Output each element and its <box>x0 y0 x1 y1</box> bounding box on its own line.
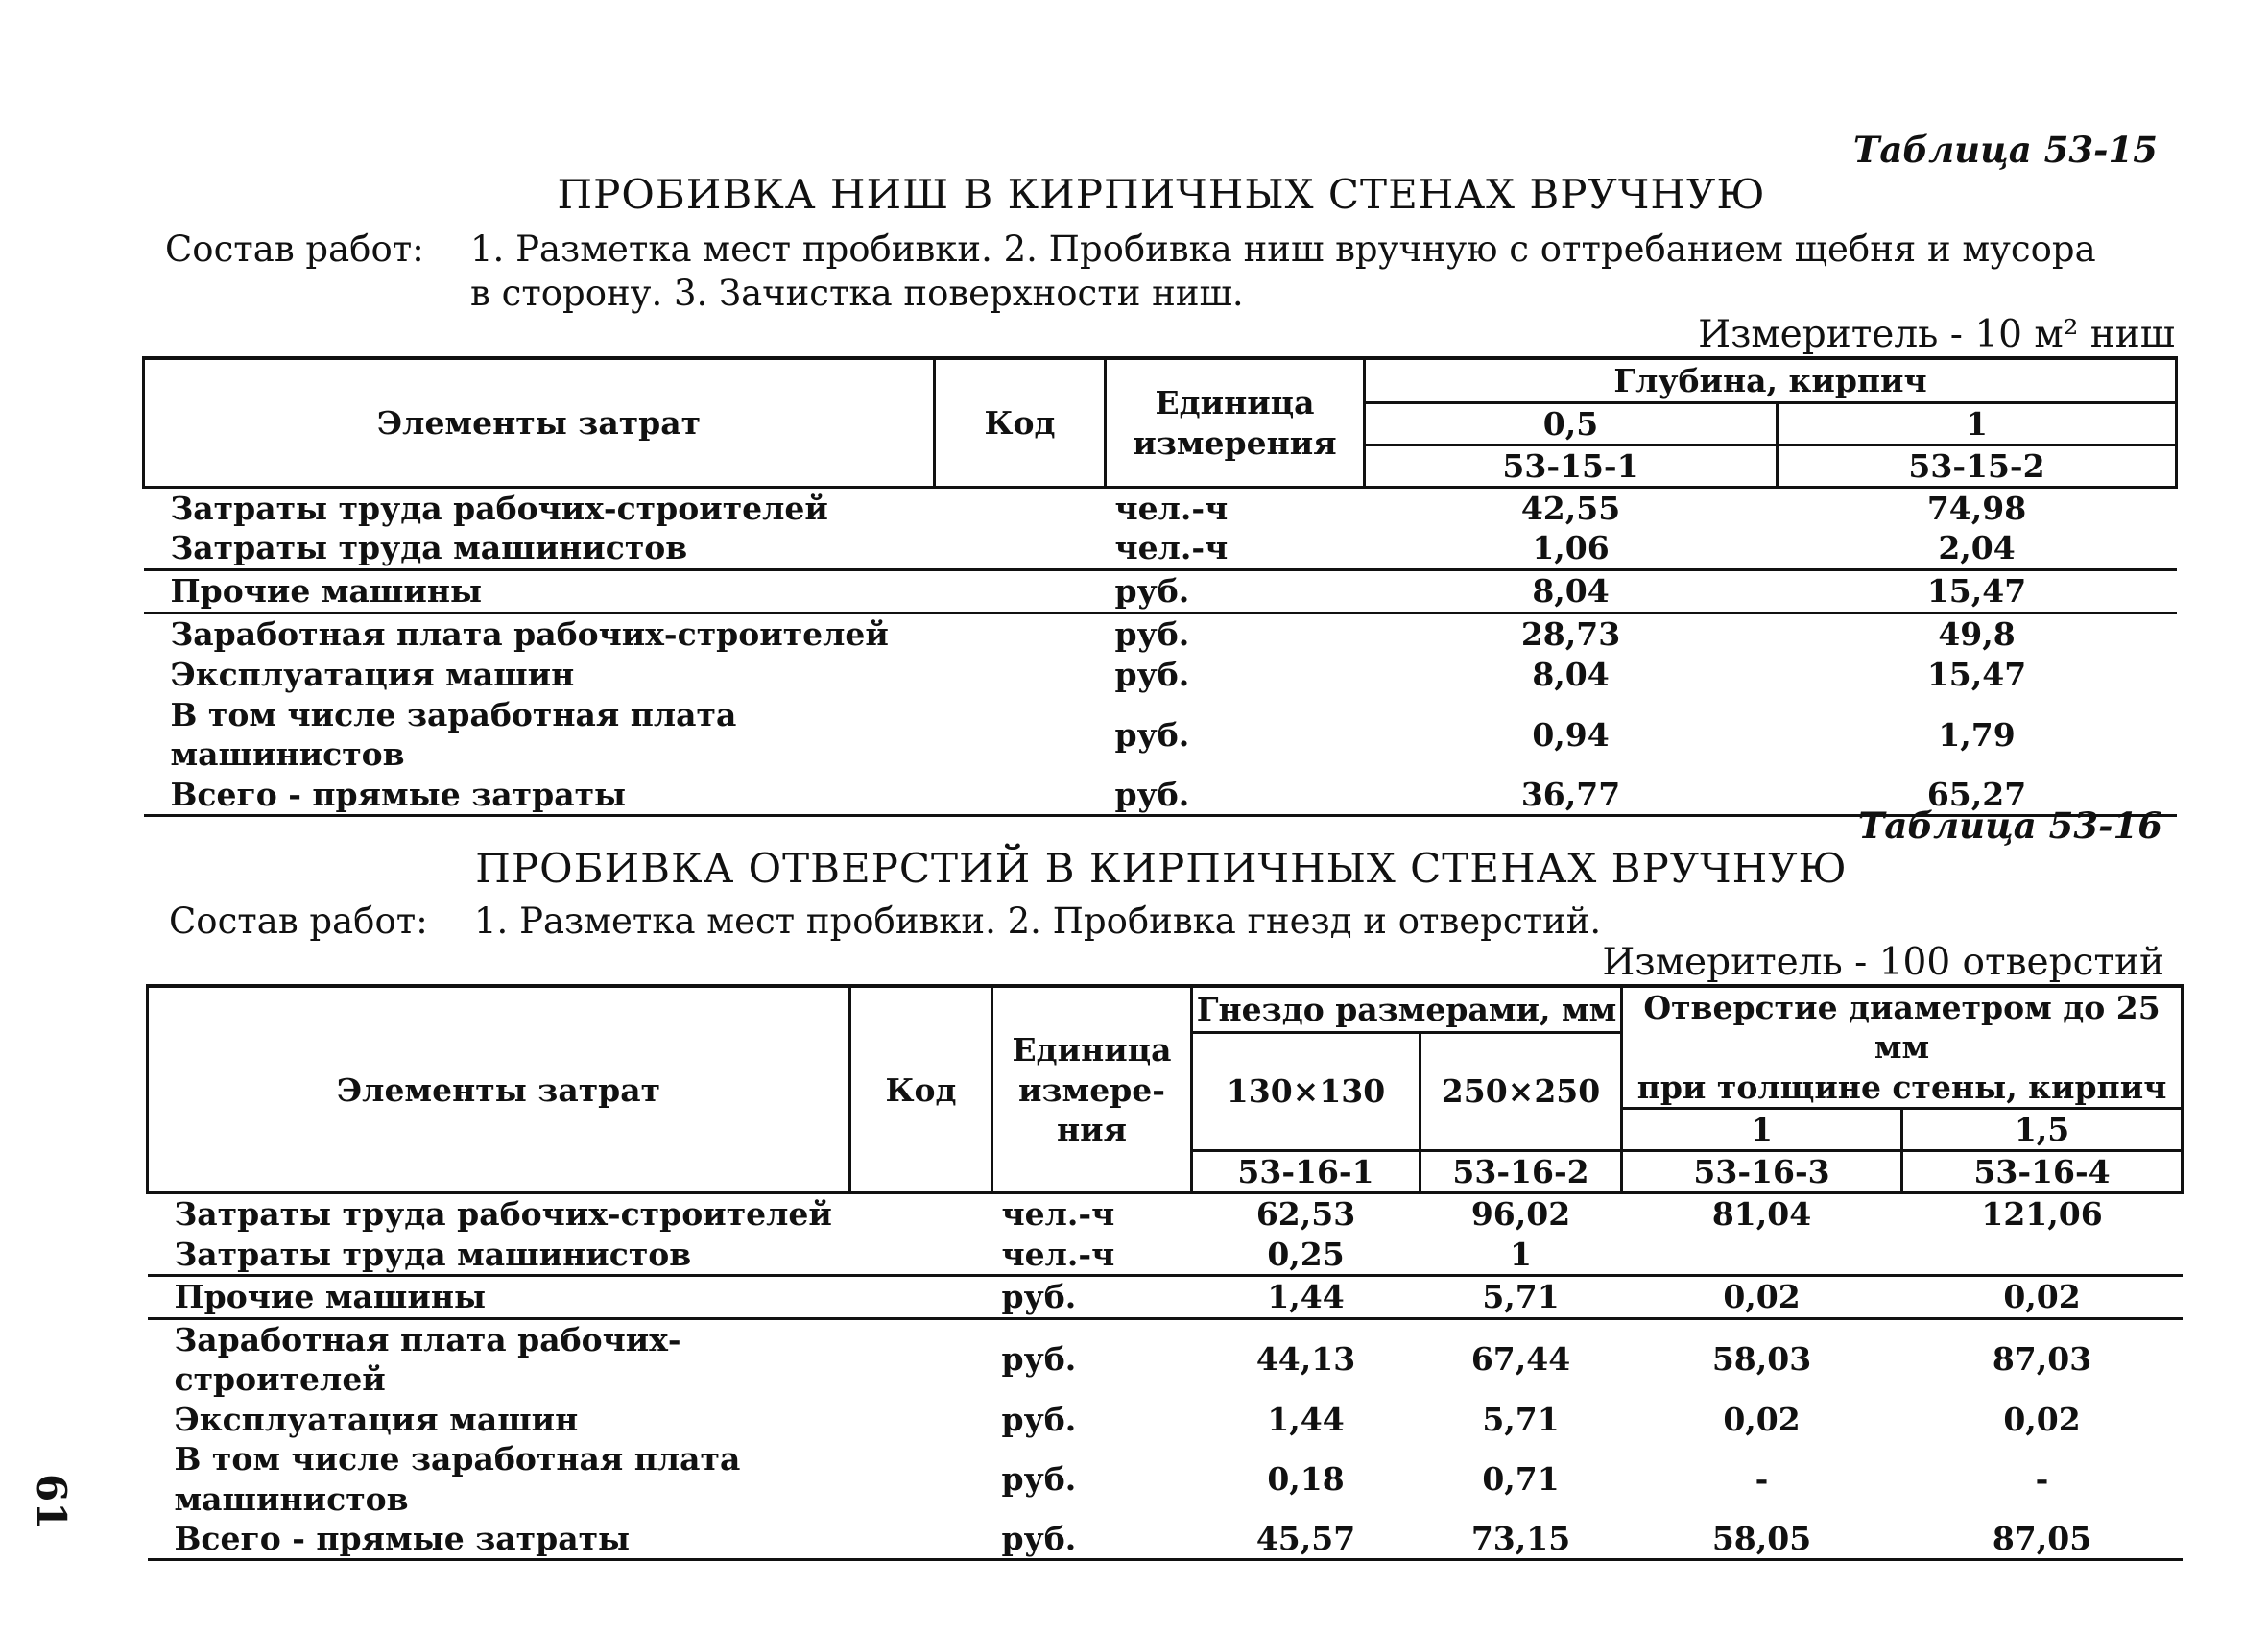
header-col-130x130: 130×130 <box>1192 1032 1420 1151</box>
header-col-0-5: 0,5 <box>1365 402 1778 445</box>
table-row: Затраты труда машинистов чел.-ч 0,25 1 <box>174 1235 1532 1273</box>
header-measure: Единица измере- ния <box>992 986 1192 1193</box>
composition-label: Состав работ: <box>169 901 428 942</box>
unit-of-measure: Измеритель - 10 м² ниш <box>1698 313 2175 356</box>
header-elements: Элементы затрат <box>148 986 850 1193</box>
composition-text-line2: в сторону. 3. Зачистка поверхности ниш. <box>470 273 1244 314</box>
unit-of-measure: Измеритель - 100 отверстий <box>1602 941 2164 984</box>
page-number: 61 <box>28 1474 75 1530</box>
composition-text-line1: 1. Разметка мест пробивки. 2. Пробивка ниш вручную с оттребанием щебня и мусора <box>470 228 2096 270</box>
table-row: Всего - прямые затраты руб. 45,57 73,15 58,05 87,05 <box>148 1519 2183 1560</box>
composition-label: Состав работ: <box>165 228 424 270</box>
composition-text-line1: 1. Разметка мест пробивки. 2. Пробивка гнезд и отверстий. <box>474 901 1602 942</box>
table-row: Затраты труда машинистов чел.-ч 1,06 2,04 <box>170 529 2016 567</box>
header-code-53-16-4: 53-16-4 <box>1902 1151 2183 1193</box>
table-row: Всего - прямые затраты руб. 36,77 65,27 <box>144 775 2177 816</box>
table-label: Таблица 53-15 <box>1852 129 2158 171</box>
header-code-53-16-1: 53-16-1 <box>1192 1151 1420 1193</box>
norms-table-53-16 <box>146 984 2184 1561</box>
header-col-1: 1 <box>1622 1108 1902 1150</box>
table-row: В том числе заработная плата машинистов руб. 0,94 1,79 <box>170 696 2016 774</box>
header-hole-group: Отверстие диаметром до 25 мм при толщине стены, кирпич <box>1622 986 2183 1108</box>
header-col-1: 1 <box>1778 402 2177 445</box>
norms-table-53-15 <box>142 356 2178 817</box>
table-row: Прочие машины руб. 1,44 5,71 0,02 0,02 <box>148 1275 2183 1318</box>
header-code-53-16-2: 53-16-2 <box>1420 1151 1622 1193</box>
header-code-53-15-2: 53-15-2 <box>1778 445 2177 487</box>
header-measure: Единица измерения <box>1106 358 1365 488</box>
table-row: Заработная плата рабочих-строителей руб. 28,73 49,8 <box>144 613 2177 655</box>
header-col-250x250: 250×250 <box>1420 1032 1622 1151</box>
table-row: Затраты труда рабочих-строителей чел.-ч 62,53 96,02 81,04 121,06 <box>174 1195 2103 1234</box>
table-row: Затраты труда рабочих-строителей чел.-ч 42,55 74,98 <box>170 490 2027 527</box>
table-row: В том числе заработная плата машинистов руб. 0,18 0,71 - - <box>174 1440 2049 1518</box>
header-code: Код <box>850 986 992 1193</box>
table-title: ПРОБИВКА НИШ В КИРПИЧНЫХ СТЕНАХ ВРУЧНУЮ <box>557 171 1766 218</box>
table-row: Эксплуатация машин руб. 8,04 15,47 <box>170 656 2027 694</box>
table-row: Прочие машины руб. 8,04 15,47 <box>144 569 2177 613</box>
table-label: Таблица 53-16 <box>1857 805 2162 847</box>
table-title: ПРОБИВКА ОТВЕРСТИЙ В КИРПИЧНЫХ СТЕНАХ ВРУЧНУЮ <box>475 845 1848 892</box>
header-socket-group: Гнездо размерами, мм <box>1192 986 1622 1032</box>
header-elements: Элементы затрат <box>144 358 935 488</box>
table-row: Заработная плата рабочих-строителей руб. 44,13 67,44 58,03 87,03 <box>148 1318 2183 1399</box>
header-code-53-15-1: 53-15-1 <box>1365 445 1778 487</box>
header-code: Код <box>935 358 1106 488</box>
header-depth-group: Глубина, кирпич <box>1365 358 2177 402</box>
table-row: Эксплуатация машин руб. 1,44 5,71 0,02 0,02 <box>174 1400 2081 1438</box>
header-col-1-5: 1,5 <box>1902 1108 2183 1150</box>
header-code-53-16-3: 53-16-3 <box>1622 1151 1902 1193</box>
